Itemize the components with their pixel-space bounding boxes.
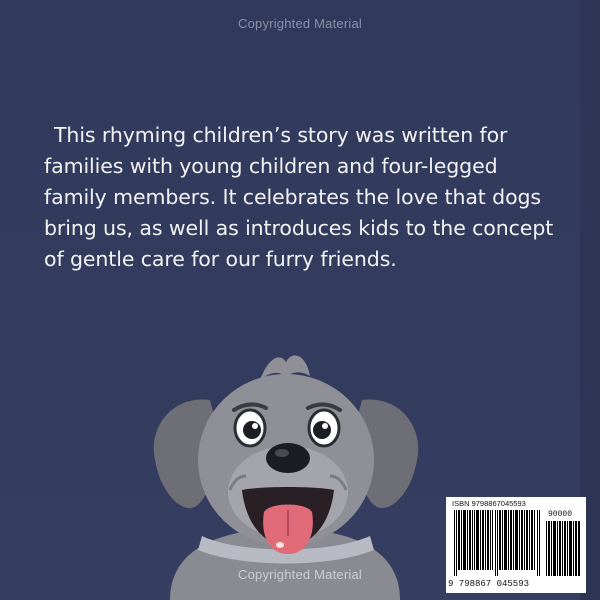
isbn-label: ISBN 9798867045593	[452, 499, 526, 508]
barcode-addon-number: 90000	[548, 510, 573, 519]
dog-icon	[130, 340, 440, 600]
barcode-main-bars	[454, 510, 540, 576]
blurb-text: This rhyming children’s story was written for families with young children and four-legged family members. It celebrates the love that dogs bring us, as well as introduces kids to the concept of gentle care for our furry friends.	[44, 123, 554, 271]
dog-nose	[266, 443, 310, 473]
isbn-barcode	[446, 497, 586, 593]
watermark-bottom: Copyrighted Material	[238, 567, 362, 582]
barcode-digits: 9 798867 045593	[448, 579, 530, 589]
barcode-addon-bars	[546, 521, 580, 576]
watermark-top: Copyrighted Material	[238, 16, 362, 31]
